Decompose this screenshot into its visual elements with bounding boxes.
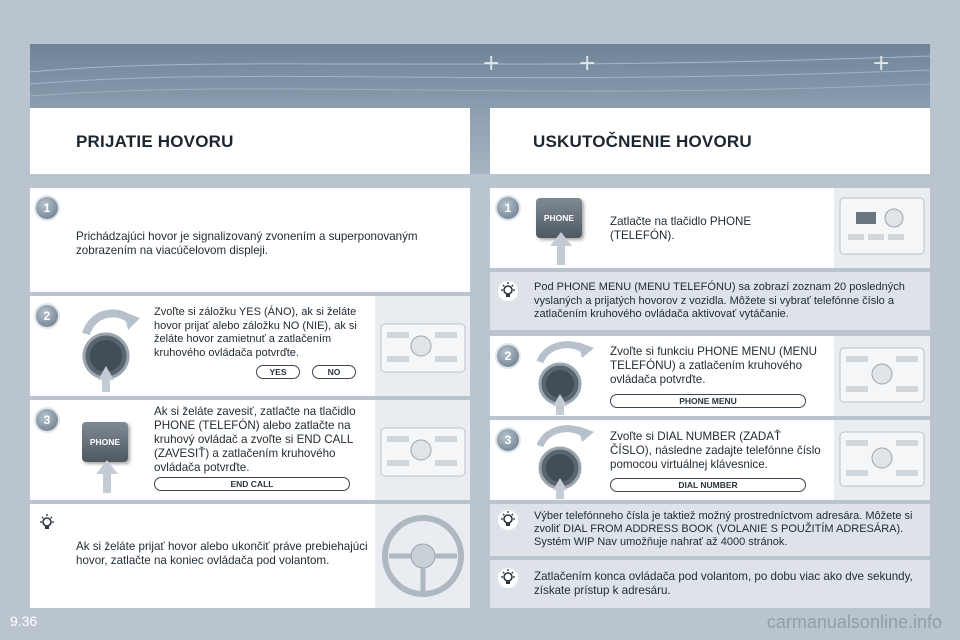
right-tip2-text: Výber telefónneho čísla je taktiež možný prostredníctvom adresára. Môžete si zvoliť DIAL FROM ADDRESS BOOK (VOLANIE S POUŽITÍM ADRESÁRA). Systém WIP Nav umožňuje nahrať až 4000 stránok. — [534, 510, 913, 548]
step-number-badge: 2 — [36, 305, 58, 327]
step-number-badge: 1 — [497, 197, 519, 219]
radio-unit-icon — [834, 188, 930, 268]
right-step1-text: Zatlačte na tlačidlo PHONE (TELEFÓN). — [610, 215, 752, 242]
right-tip3-text: Zatlačením konca ovládača pod volantom, po dobu viac ako dve sekundy, získate prístup k adresáru. — [534, 570, 913, 597]
left-section-title: PRIJATIE HOVORU — [76, 132, 234, 151]
lightbulb-icon — [497, 509, 519, 531]
right-step2-text: Zvoľte si funkciu PHONE MENU (MENU TELEFÓNU) a zatlačením kruhového ovládača potvrďte. — [610, 345, 817, 386]
step-number-badge: 3 — [36, 409, 58, 431]
lightbulb-icon — [497, 567, 519, 589]
up-arrow-icon — [92, 460, 122, 494]
dial-number-option[interactable]: DIAL NUMBER — [610, 478, 806, 492]
no-option[interactable]: NO — [312, 365, 356, 379]
lightbulb-icon — [36, 512, 58, 534]
rotary-knob-icon — [528, 338, 600, 416]
yes-option[interactable]: YES — [256, 365, 300, 379]
end-call-option[interactable]: END CALL — [154, 477, 350, 491]
radio-unit-icon — [375, 296, 470, 396]
left-step3-text: Ak si želáte zavesiť, zatlačte na tlačidlo PHONE (TELEFÓN) alebo zatlačte na kruhový ovládač a zvoľte si END CALL (ZAVESIŤ) a zatlačením kruhového ovládača potvrďte. — [154, 405, 356, 474]
rotary-knob-icon — [74, 304, 146, 394]
svg-text:+: + — [872, 51, 891, 76]
phone-key-icon: PHONE — [82, 422, 128, 462]
radio-unit-image — [375, 400, 470, 500]
left-step1-text: Prichádzajúci hovor je signalizovaný zvonením a superponovaným zobrazením na viacúčelovom displeji. — [76, 230, 418, 257]
step-number-badge: 3 — [497, 429, 519, 451]
step-number-badge: 2 — [497, 345, 519, 367]
radio-unit-image — [834, 188, 930, 268]
step-number-badge: 1 — [36, 197, 58, 219]
svg-text:+: + — [578, 51, 597, 76]
radio-unit-image — [834, 420, 930, 500]
radio-unit-icon — [375, 400, 470, 500]
svg-text:+: + — [482, 51, 501, 76]
steering-wheel-icon — [375, 504, 470, 608]
up-arrow-icon — [546, 232, 576, 266]
radio-unit-image — [375, 296, 470, 396]
steering-wheel-image — [375, 504, 470, 608]
rotary-knob-icon — [528, 422, 600, 500]
phone-key-icon: PHONE — [536, 198, 582, 238]
lightbulb-icon — [497, 280, 519, 302]
right-section-title: USKUTOČNENIE HOVORU — [533, 132, 752, 151]
left-step2-text: Zvoľte si záložku YES (ÁNO), ak si želáte hovor prijať alebo záložku NO (NIE), ak si želáte hovor zamietnuť a zatlačením kruhového ovládača potvrďte. — [154, 306, 357, 359]
radio-unit-icon — [834, 420, 930, 500]
phone-menu-option[interactable]: PHONE MENU — [610, 394, 806, 408]
watermark-text: carmanualsonline.info — [766, 612, 942, 632]
radio-unit-image — [834, 336, 930, 416]
right-step3-text: Zvoľte si DIAL NUMBER (ZADAŤ ČÍSLO), následne zadajte telefónne číslo pomocou virtuálnej klávesnice. — [610, 430, 821, 471]
page-number: 9.36 — [10, 613, 38, 629]
radio-unit-icon — [834, 336, 930, 416]
left-tip-text: Ak si želáte prijať hovor alebo ukončiť práve prebiehajúci hovor, zatlačte na koniec ovládača pod volantom. — [76, 540, 368, 567]
right-tip1-text: Pod PHONE MENU (MENU TELEFÓNU) sa zobrazí zoznam 20 posledných vyslaných a prijatých hovorov z vozidla. Môžete si vybrať telefónne číslo a zatlačením kruhového ovládača aktivovať vytáčanie. — [534, 281, 905, 320]
